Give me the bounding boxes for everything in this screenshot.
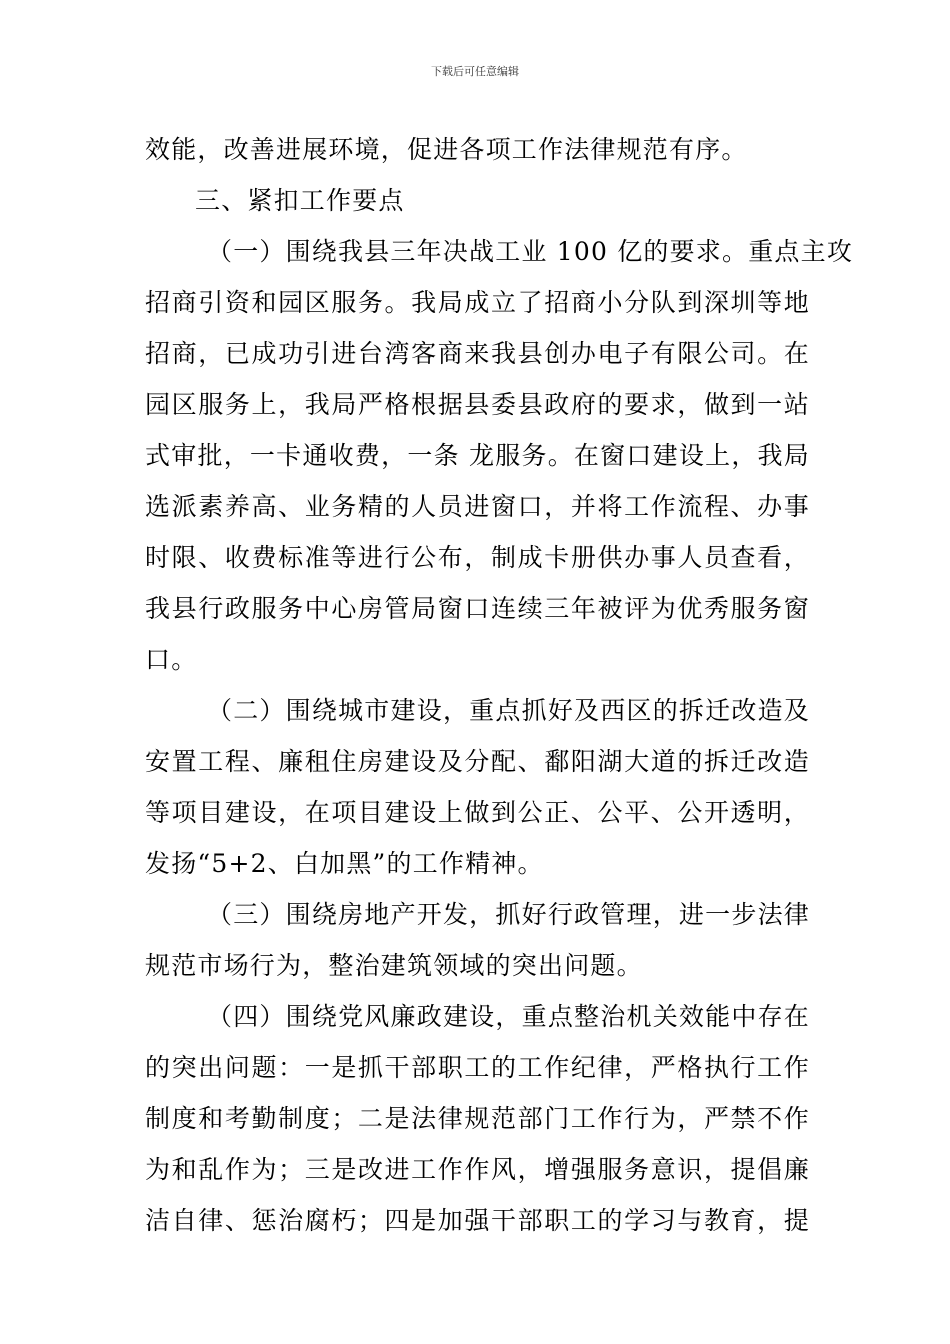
body-line: 洁自律、惩治腐朽；四是加强干部职工的学习与教育，提 [145, 1206, 810, 1235]
body-line: 效能，改善进展环境，促进各项工作法律规范有序。 [145, 135, 748, 164]
body-line: 安置工程、廉租住房建设及分配、鄱阳湖大道的拆迁改造 [145, 747, 810, 776]
body-line: 时限、收费标准等进行公布，制成卡册供办事人员查看， [145, 543, 810, 572]
section-heading: 三、紧扣工作要点 [195, 186, 405, 215]
paragraph-first-line: （三）围绕房地产开发，抓好行政管理，进一步法律 [207, 900, 810, 929]
paragraph-first-line: （二）围绕城市建设，重点抓好及西区的拆迁改造及 [207, 696, 810, 725]
body-line: 式审批，一卡通收费，一条 龙服务。在窗口建设上，我局 [145, 441, 810, 470]
paragraph-first-line: （四）围绕党风廉政建设，重点整治机关效能中存在 [207, 1002, 810, 1031]
body-line: 规范市场行为，整治建筑领域的突出问题。 [145, 951, 643, 980]
body-line: 招商引资和园区服务。我局成立了招商小分队到深圳等地 [145, 288, 810, 317]
body-line: 发扬“5+2、白加黑”的工作精神。 [145, 849, 544, 878]
body-line: 的突出问题：一是抓干部职工的工作纪律，严格执行工作 [145, 1053, 810, 1082]
body-line: 我县行政服务中心房管局窗口连续三年被评为优秀服务窗 [145, 594, 810, 623]
document-body [145, 124, 854, 1246]
paragraph-first-line: （一）围绕我县三年决战工业 100 亿的要求。重点主攻 [207, 237, 854, 266]
body-line: 口。 [145, 645, 198, 674]
body-line: 选派素养高、业务精的人员进窗口，并将工作流程、办事 [145, 492, 810, 521]
page-header: 下载后可任意编辑 [431, 65, 519, 78]
body-line: 园区服务上，我局严格根据县委县政府的要求，做到一站 [145, 390, 810, 419]
body-line: 招商，已成功引进台湾客商来我县创办电子有限公司。在 [145, 339, 810, 368]
body-line: 等项目建设，在项目建设上做到公正、公平、公开透明， [145, 798, 810, 827]
body-line: 为和乱作为；三是改进工作作风，增强服务意识，提倡廉 [145, 1155, 810, 1184]
body-line: 制度和考勤制度；二是法律规范部门工作行为，严禁不作 [145, 1104, 810, 1133]
